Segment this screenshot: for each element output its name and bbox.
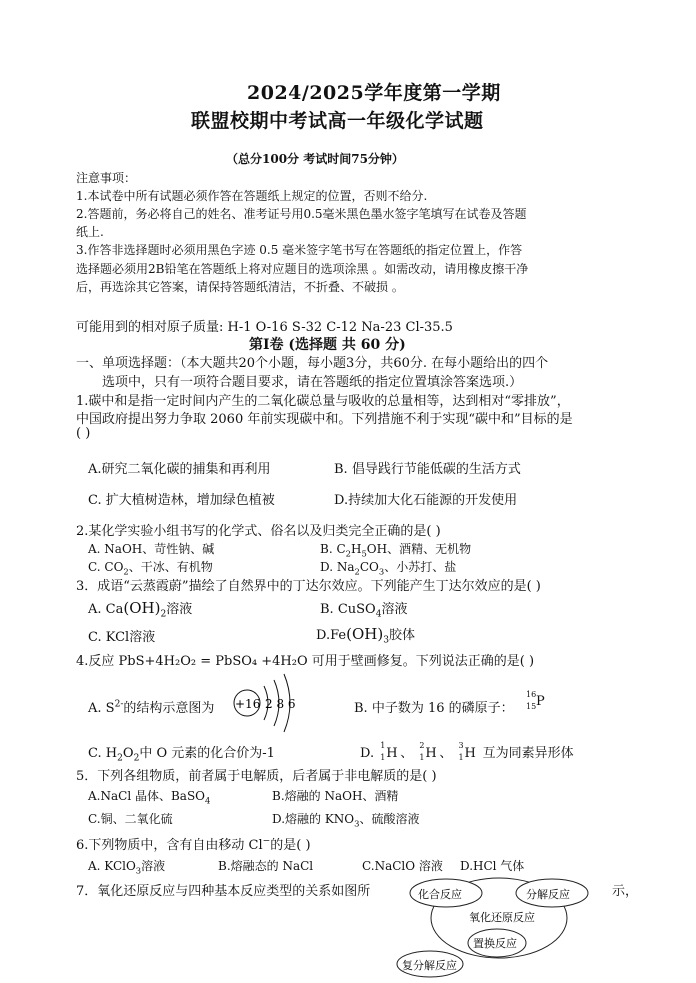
q5-option-c: C.铜、二氧化硫 [88, 812, 173, 826]
q3-option-b: B. CuSO$_4$溶液 [320, 602, 408, 620]
q4-line-1: 4.反应 PbS+4H₂O₂ = PbSO₄ +4H₂O 可用于壁画修复。下列说法正确的是( ) [76, 654, 535, 669]
q2-option-d: D. $Na_2CO_3$、小苏打、盐 [320, 560, 457, 577]
title-line-2: 联盟校期中考试高一年级化学试题 [191, 110, 484, 132]
q1-line-1: 1.碳中和是指一定时间内产生的二氧化碳总量与吸收的总量相等，达到相对“零排放”， [76, 394, 570, 409]
redox-label: 氧化还原反应 [469, 911, 535, 924]
q1-option-b: B. 倡导践行节能低碳的生活方式 [334, 462, 521, 477]
q6-option-b: B.熔融态的 NaCl [218, 859, 314, 873]
double-displacement-label: 复分解反应 [402, 959, 457, 972]
q1-option-c: C. 扩大植树造林，增加绿色植被 [88, 493, 275, 508]
q4-option-d: D. 1 1 H 、 2 1 H 、 3 1 H 互为同素异形体 [360, 741, 574, 762]
atomic-masses: 可能用到的相对原子质量: H-1 O-16 S-32 C-12 Na-23 Cl-35.5 [76, 320, 453, 335]
q3-option-a: A. $Ca(OH)_2$溶液 [88, 599, 193, 620]
nucleus-charge: +16 [235, 697, 261, 711]
q3-option-c: C. KCl溶液 [88, 630, 156, 645]
note-2a: 2.答题前，务必将自己的姓名、准考证号用0.5毫米黑色墨水签字笔填写在试卷及答题 [76, 207, 527, 221]
decomposition-label: 分解反应 [526, 888, 570, 901]
phosphorus-isotope-symbol: 16 15 P [526, 690, 545, 711]
note-3a: 3.作答非选择题时必须用黑色字迹 0.5 毫米签字笔书写在答题纸的指定位置上，作答 [76, 243, 523, 257]
reaction-types-diagram [396, 874, 604, 978]
q6-option-c: C.NaClO 溶液 [362, 859, 443, 873]
q2-option-c: C. $CO_2$、干冰、有机物 [88, 560, 213, 577]
q2-line-1: 2.某化学实验小组书写的化学式、俗名以及归类完全正确的是( ) [76, 524, 441, 539]
section-1-title: 第Ⅰ卷 (选择题 共 60 分) [249, 337, 406, 353]
title-line-1: 2024/2025学年度第一学期 [247, 82, 501, 104]
note-2b: 纸上. [76, 225, 104, 239]
q6-option-a: A. KClO$_3$溶液 [88, 859, 166, 876]
combination-label: 化合反应 [418, 888, 462, 901]
part-1-heading: 一、单项选择题：（本大题共20个小题，每小题3分，共60分. 在每小题给出的四个 [76, 356, 549, 371]
q2-option-a: A. NaOH、苛性钠、碱 [88, 542, 215, 556]
q3-option-d: $D.Fe(OH)_3$胶体 [316, 625, 416, 646]
note-3b: 选择题必须用2B铅笔在答题纸上将对应题目的选项涂黑 。如需改动，请用橡皮擦干净 [76, 262, 529, 276]
q1-option-a: A.研究二氧化碳的捕集和再利用 [88, 462, 271, 477]
q7-line-1-tail: 示， [612, 884, 639, 899]
q4-option-c: C. $H_2O_2$中 O 元素的化合价为-1 [88, 746, 275, 764]
note-3c: 后，再选涂其它答案，请保持答题纸清洁，不折叠、不破损 。 [76, 280, 404, 294]
q1-line-2: 中国政府提出努力争取 2060 年前实现碳中和。下列措施不利于实现“碳中和”目标的是 [76, 412, 573, 427]
q5-option-a: A.NaCl 晶体、BaSO$_4$ [88, 789, 211, 806]
q1-option-d: D.持续加大化石能源的开发使用 [334, 493, 518, 508]
part-1-heading-2: 选项中，只有一项符合题目要求，请在答题纸的指定位置填涂答案选项.） [102, 375, 523, 390]
q5-line-1: 5．下列各组物质，前者属于电解质，后者属于非电解质的是( ) [76, 769, 437, 784]
notes-heading: 注意事项： [76, 171, 137, 185]
q7-line-1: 7．氧化还原反应与四种基本反应类型的关系如图所 [76, 884, 371, 899]
q3-line-1: 3．成语“云蒸霞蔚”描绘了自然界中的丁达尔效应。下列能产生丁达尔效应的是( ) [76, 579, 541, 594]
q5-option-b: B.熔融的 NaOH、酒精 [272, 789, 399, 803]
q2-option-b: B. $C_2H_5OH$、酒精、无机物 [320, 542, 472, 559]
note-1: 1.本试卷中所有试题必须作答在答题纸上规定的位置，否则不给分. [76, 189, 428, 203]
sulfide-ion-structure-diagram [230, 670, 310, 740]
q4-option-b: B. 中子数为 16 的磷原子： [354, 701, 514, 716]
q1-line-3: ( ) [76, 426, 91, 441]
q4-option-a: A. $S^{2-}$的结构示意图为 [88, 699, 215, 716]
q5-option-d: D.熔融的 $KNO_3$、硫酸溶液 [272, 812, 420, 829]
exam-subtitle: （总分100分 考试时间75分钟） [226, 152, 404, 166]
electron-shells: 2 8 6 [265, 697, 296, 711]
q6-option-d: D.HCl 气体 [460, 859, 525, 873]
displacement-label: 置换反应 [473, 937, 517, 950]
q6-line-1: 6.下列物质中，含有自由移动 Cl−的是( ) [76, 836, 311, 853]
